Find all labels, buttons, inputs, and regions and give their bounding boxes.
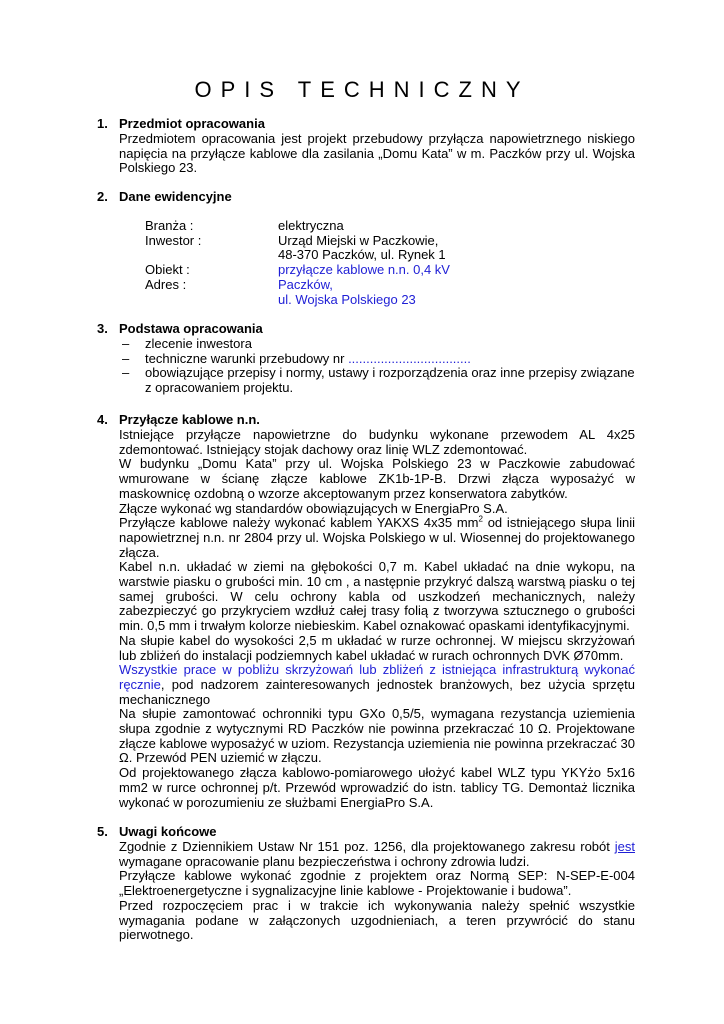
paragraph: Przyłącze kablowe należy wykonać kablem YAKXS 4x35 $mm^2$ od istniejącego słupa linii napowietrznej n.n. nr 2804 przy ul. Wojska Polskiego w ul. Wiosennej do projektowanego złącza. [119, 514, 635, 560]
registry-data-table [145, 219, 450, 307]
document-title: OPIS TECHNICZNY [194, 77, 530, 102]
registry-row-adres: Adres : Paczków, [145, 276, 333, 292]
section-5-body [119, 840, 635, 943]
paragraph: Wszystkie prace w pobliżu skrzyżowań lub zbliżeń z istniejąca infrastrukturą wykonać ręcznie, pod nadzorem zainteresowanych jednostek branżowych, bez użycia sprzętu mechanicznego [119, 662, 635, 707]
section-1-body [119, 132, 635, 176]
paragraph: Istniejące przyłącze napowietrzne do budynku wykonane przewodem AL 4x25 zdemontować. Istniejący stojak dachowy oraz linię WLZ zdemontować. [119, 427, 635, 457]
paragraph: Przed rozpoczęciem prac i w trakcie ich wykonywania należy spełnić wszystkie wymagania podane w załączonych uzgodnieniach, a teren przywrócić do stanu pierwotnego. [119, 897, 635, 943]
registry-row-obiekt: Obiekt : przyłącze kablowe n.n. 0,4 kV [145, 262, 450, 278]
paragraph: Na słupie zamontować ochronniki typu GXo 0,5/5, wymagana rezystancja uziemienia słupa zgodnie z wytycznymi RD Paczków nie powinna przekraczać 10 Ω. Projektowane złącze kablowe wyposażyć w uziom. Rezystancja uziemienia nie powinna przekraczać 30 Ω. Przewód PEN uziemić w złączu. [119, 706, 635, 766]
paragraph: Kabel n.n. układać w ziemi na głębokości 0,7 m. Kabel układać na dnie wykopu, na warstwie piasku o grubości min. 10 cm , a następnie przykryć dalszą warstwą piasku o tej samej grubości. W celu ochrony kabla od uszkodzeń mechanicznych, należy zabezpieczyć go przykryciem wzdłuż całej trasy folią z tworzywa sztucznego o grubości min. 0,5 mm i trwałym kolorze niebieskim. Kabel oznakować opaskami identyfikacyjnymi. [119, 559, 635, 634]
registry-row-adres-street: ul. Wojska Polskiego 23 [278, 291, 416, 307]
registry-row-inwestor-address: 48-370 Paczków, ul. Rynek 1 [278, 247, 446, 263]
section-1-text: Przedmiotem opracowania jest projekt przebudowy przyłącza napowietrznego niskiego napięcia na przyłącze kablowe dla zasilania „Domu Kata” w m. Paczków przy ul. Wojska Polskiego 23. [119, 131, 635, 176]
section-2-heading: 2. Dane ewidencyjne [97, 189, 232, 204]
list-item: – obowiązujące przepisy i normy, ustawy i rozporządzenia oraz inne przepisy związane z opracowaniem projektu. [122, 365, 635, 396]
highlighted-note: Wszystkie prace w pobliżu skrzyżowań lub zbliżeń z istniejąca infrastrukturą wykonać ręcznie [119, 662, 635, 692]
paragraph: Przyłącze kablowe wykonać zgodnie z projektem oraz Normą SEP: N-SEP-E-004 „Elektroenergetyczne i sygnalizacyjne linie kablowe - Projektowanie i budowa”. [119, 868, 635, 899]
dash-bullet: – [122, 365, 130, 381]
registry-row-inwestor: Inwestor : Urząd Miejski w Paczkowie, [145, 232, 439, 248]
conditions-number-placeholder: .................................. [348, 350, 471, 366]
registry-row-branza: Branża : elektryczna [145, 218, 344, 233]
paragraph: W budynku „Domu Kata” przy ul. Wojska Polskiego 23 w Paczkowie zabudować wmurowane w ścianę złącze kablowe ZK1b-1P-B. Drzwi złącza wyposażyć w maskownicę ozdobną o wzorze akceptowanym przez konserwatora zabytków. [119, 456, 635, 501]
paragraph: Zgodnie z Dziennikiem Ustaw Nr 151 poz. 1256, dla projektowanego zakresu robót jest wymagane opracowanie planu bezpieczeństwa i ochrony zdrowia ludzi. [119, 839, 635, 869]
section-3-heading: 3. Podstawa opracowania [97, 321, 263, 336]
list-item: – techniczne warunki przebudowy nr .................................. [122, 350, 471, 366]
paragraph: Na słupie kabel do wysokości 2,5 m układać w rurze ochronnej. W miejscu skrzyżowań lub zbliżeń do instalacji podziemnych kabel układać w rurach ochronnych DVK Ø70mm. [119, 632, 635, 663]
section-4-heading: 4. Przyłącze kablowe n.n. [97, 412, 260, 427]
list-item: – zlecenie inwestora [122, 336, 252, 351]
jest-link[interactable]: jest [614, 839, 635, 854]
paragraph: Od projektowanego złącza kablowo-pomiarowego ułożyć kabel WLZ typu YKYżo 5x16 mm2 w rurce ochronnej p/t. Przewód wprowadzić do istn. tablicy TG. Demontaż licznika wykonać w porozumieniu ze służbami EnergiaPro S.A. [119, 765, 635, 810]
section-5-heading: 5. Uwagi końcowe [97, 824, 217, 839]
basis-list [119, 337, 644, 396]
section-1-heading: 1. Przedmiot opracowania [97, 116, 265, 131]
dash-bullet: – [122, 350, 130, 366]
dash-bullet: – [122, 336, 130, 351]
section-4-body [119, 428, 635, 810]
paragraph: Złącze wykonać wg standardów obowiązujących w EnergiaPro S.A. [119, 500, 508, 516]
